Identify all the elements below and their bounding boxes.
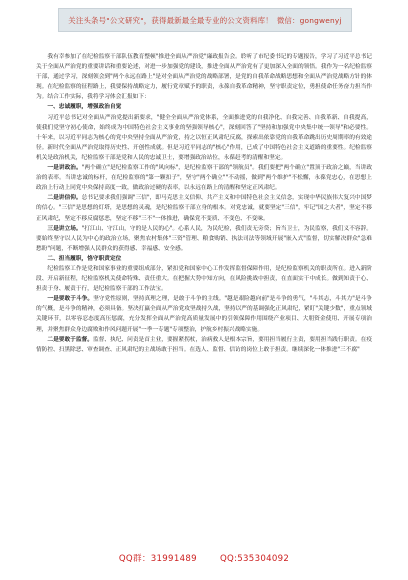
qq-number: QQ:535304092 — [219, 554, 290, 564]
paragraph-text: "两个确立"是纪检监察工作的"风向标"，是纪检监察干部的"领航员"。我们要把"两个确立"置顶于政治之巅，当讲政治的表率。当讲忠诚的标杆，在纪检监察的"第一颗扣子"，坚守"两个确立""不动摇，做到"两个维护"不松懈，永葆党忠心，在思想上政治上行动上同党中央保持高度一致，做政治过硬的表率，以永远在路上的清醒和坚定正风肃纪。 — [36, 165, 373, 192]
body-paragraph — [36, 193, 372, 223]
paragraph-text: 我有幸参加了在纪检监察干部队伍教育整顿"推进全面从严治党"廉政报告会。聆听了市纪委书记的专题报告，学习了习近平总书记关于全面从严治党的重要讲话和重要论述，对进一步加强党的建设，推进全面从严治党有了更加深入全面的领悟。我作为一名纪检监察干部，通过学习，深刻领会到"两个永远在路上"是对全面从严治党的战略部署，是党的自我革命战略思想和全面从严治党战略方针的体现。在纪检监察的征程路上，我要保持战略定力，履行党章赋予的职责，永葆自我革命精神，坚守职责定位，勇担使命任务奋力担当作为。结合工作实际，我将学习体会汇报如下： — [36, 54, 372, 101]
paragraph-lead: 一是要敢于斗争。 — [47, 296, 94, 303]
banner-text: 关注头条号"公文研究"，获得最新最全最专业的公文资料库！ — [68, 15, 273, 25]
body-paragraph — [36, 113, 372, 163]
qq-group: QQ群：31991489 — [118, 554, 197, 564]
paragraph-text: 习近平总书记对全面从严治党提出新要求，"健全全面从严治党体系，全面推进党的自我净化、自我完善、自我革新、自我提高，使我们党坚守初心使命，始终成为中国特色社会主义事业的坚强领导核心"，深刻回答了"坚持和加强党中央集中统一领导"和必要性。十年来，以习近平同志为核心的党中央坚持全面从严治党，持之以恒正风肃纪反腐，探索出依靠党的自我革命跳出历史周期率的有效途径。新时代全面从严治党取得历史性、开创性成就。但是习近平同志的"核心"作用，已成了中国特色社会主义道路的重要性。纪检监察机关是政治机关，纪检监察干部是党和人民的忠诚卫士，要增强政治站位，永葆赶考的清醒和坚定。 — [36, 114, 372, 161]
body-paragraph — [36, 294, 372, 334]
footer-contact — [0, 552, 408, 564]
paragraph-text: 纪检监察工作是党和国家事业的重要组成部分，紧扣党和国家中心工作发挥监督保障作用，是纪检监察机关的职责所在。进入新阶段、开启新征程，纪检监察机关使命特殊、责任重大。在把握大势中知方向，在风险挑战中担责，在直面实干中成长。做到知责于心、担责于身、履责于行，是纪检监察干部的工作法宝。 — [36, 265, 372, 293]
body-paragraph — [36, 52, 372, 102]
paragraph-text: 监督、执纪、问责是首主业，要握紧拐杖，治病救人是根本宗旨，要用担当履行主责，要用担当践行职责。在疫情防控、扫黑除恶、审查调查、正风肃纪的主战场敢于担当。在选人、监督、信访的岗位上敢于担责。继续深化一体推进"三不腐" — [36, 336, 373, 353]
paragraph-lead: 三是讲立场。 — [47, 225, 82, 232]
body-paragraph — [36, 163, 372, 193]
wechat-id: 微信：gongwenyj — [276, 15, 342, 25]
paragraph-text: "打江山、守江山，守的是人民的心"。心系人民，为民纪检，我们责无旁贷；旨当卫士，为民监察，我们义不容辞。要始终坚守以人民为中心的政治立场，聚焦农村集体"三资"管理、粮食购销、执法司法等领域开展"嵌入式"监督，切实解决群众"急难愁盼"问题，不断增强人民群众的获得感、幸福感、安全感。 — [36, 225, 372, 252]
header-banner — [58, 8, 352, 32]
section-heading: 二、担当履职，恪守职责定位 — [47, 255, 122, 262]
document-body — [36, 52, 372, 355]
body-paragraph — [36, 264, 372, 294]
body-paragraph — [36, 335, 372, 355]
section-heading: 一、忠诚履职，增强政治自觉 — [47, 104, 122, 111]
body-paragraph — [36, 224, 372, 254]
paragraph-text: 坚守党性原则，坚持真理之理，是敢于斗争的主线。"越是艰险越向前"是斗争的勇气，"斗其志，斗其力"是斗争的气概，是斗争的精神，必须具备。坚决打赢全面从严治党攻坚战持久战，坚持以严的基调强化正风肃纪，紧盯"关键少数"，重点领域关键环节，以零容忍态度高压惩腐，充分发挥全面从严治党高质量发展中的引领保障作用围绕产业项目、大朋资金使用、开展专项治理，并聚焦群众身边腐败和作风问题开展"一季一专题"专项整治，护航乡村振兴战略实施。 — [36, 296, 372, 333]
paragraph-lead: 一是讲政治。 — [47, 165, 82, 172]
paragraph-text: 总书记要求我们强调"三信"，即马克思主义信仰、共产主义和中国特色社会主义信念，实现中华民族伟大复兴中国梦的信心。"三信"是思想的灯塔，是思想的灵魂，是纪检监察干部立身的根本。对党忠诚，就要坚定"三信"，牢记"国之大者"，坚定不移正风肃纪，坚定不移反腐惩恶，坚定不移"三不"一体推进，确保党不变质、不变色、不变味。 — [36, 195, 372, 222]
paragraph-lead: 二是讲信仰。 — [47, 195, 82, 202]
paragraph-lead: 二是要敢于监督。 — [47, 336, 93, 343]
